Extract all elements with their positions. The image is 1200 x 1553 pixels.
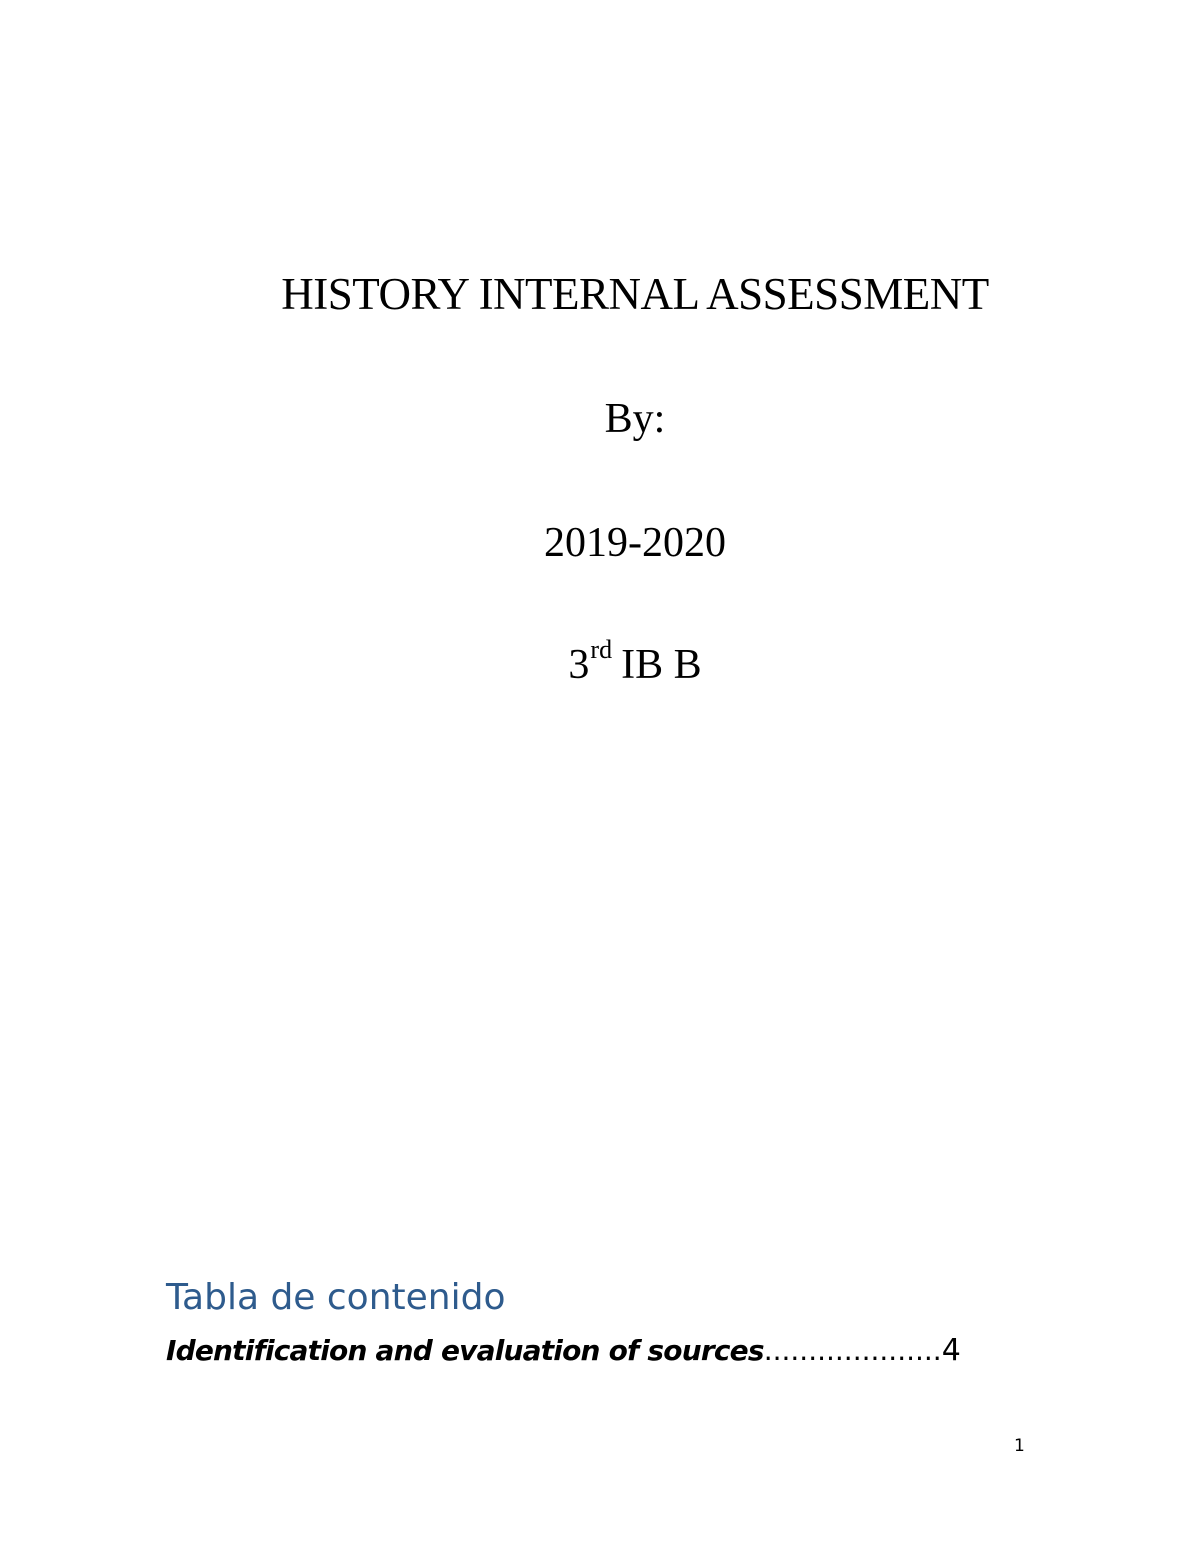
toc-entry-leader: .................... — [763, 1334, 942, 1367]
class-designation — [160, 635, 1110, 688]
page-number: 1 — [1014, 1436, 1025, 1456]
author-label: By: — [604, 396, 666, 442]
class-ordinal-suffix: rd — [590, 635, 613, 664]
class-group: IB B — [621, 642, 702, 688]
school-year: 2019-2020 — [544, 520, 726, 566]
class-number: 3 — [568, 642, 590, 688]
toc-entry[interactable] — [166, 1333, 961, 1368]
document-title: HISTORY INTERNAL ASSESSMENT — [281, 269, 989, 319]
toc-entry-page-number[interactable]: 4 — [941, 1333, 961, 1368]
toc-entry-title[interactable]: Identification and evaluation of sources — [166, 1334, 764, 1367]
toc-heading: Tabla de contenido — [166, 1277, 506, 1318]
